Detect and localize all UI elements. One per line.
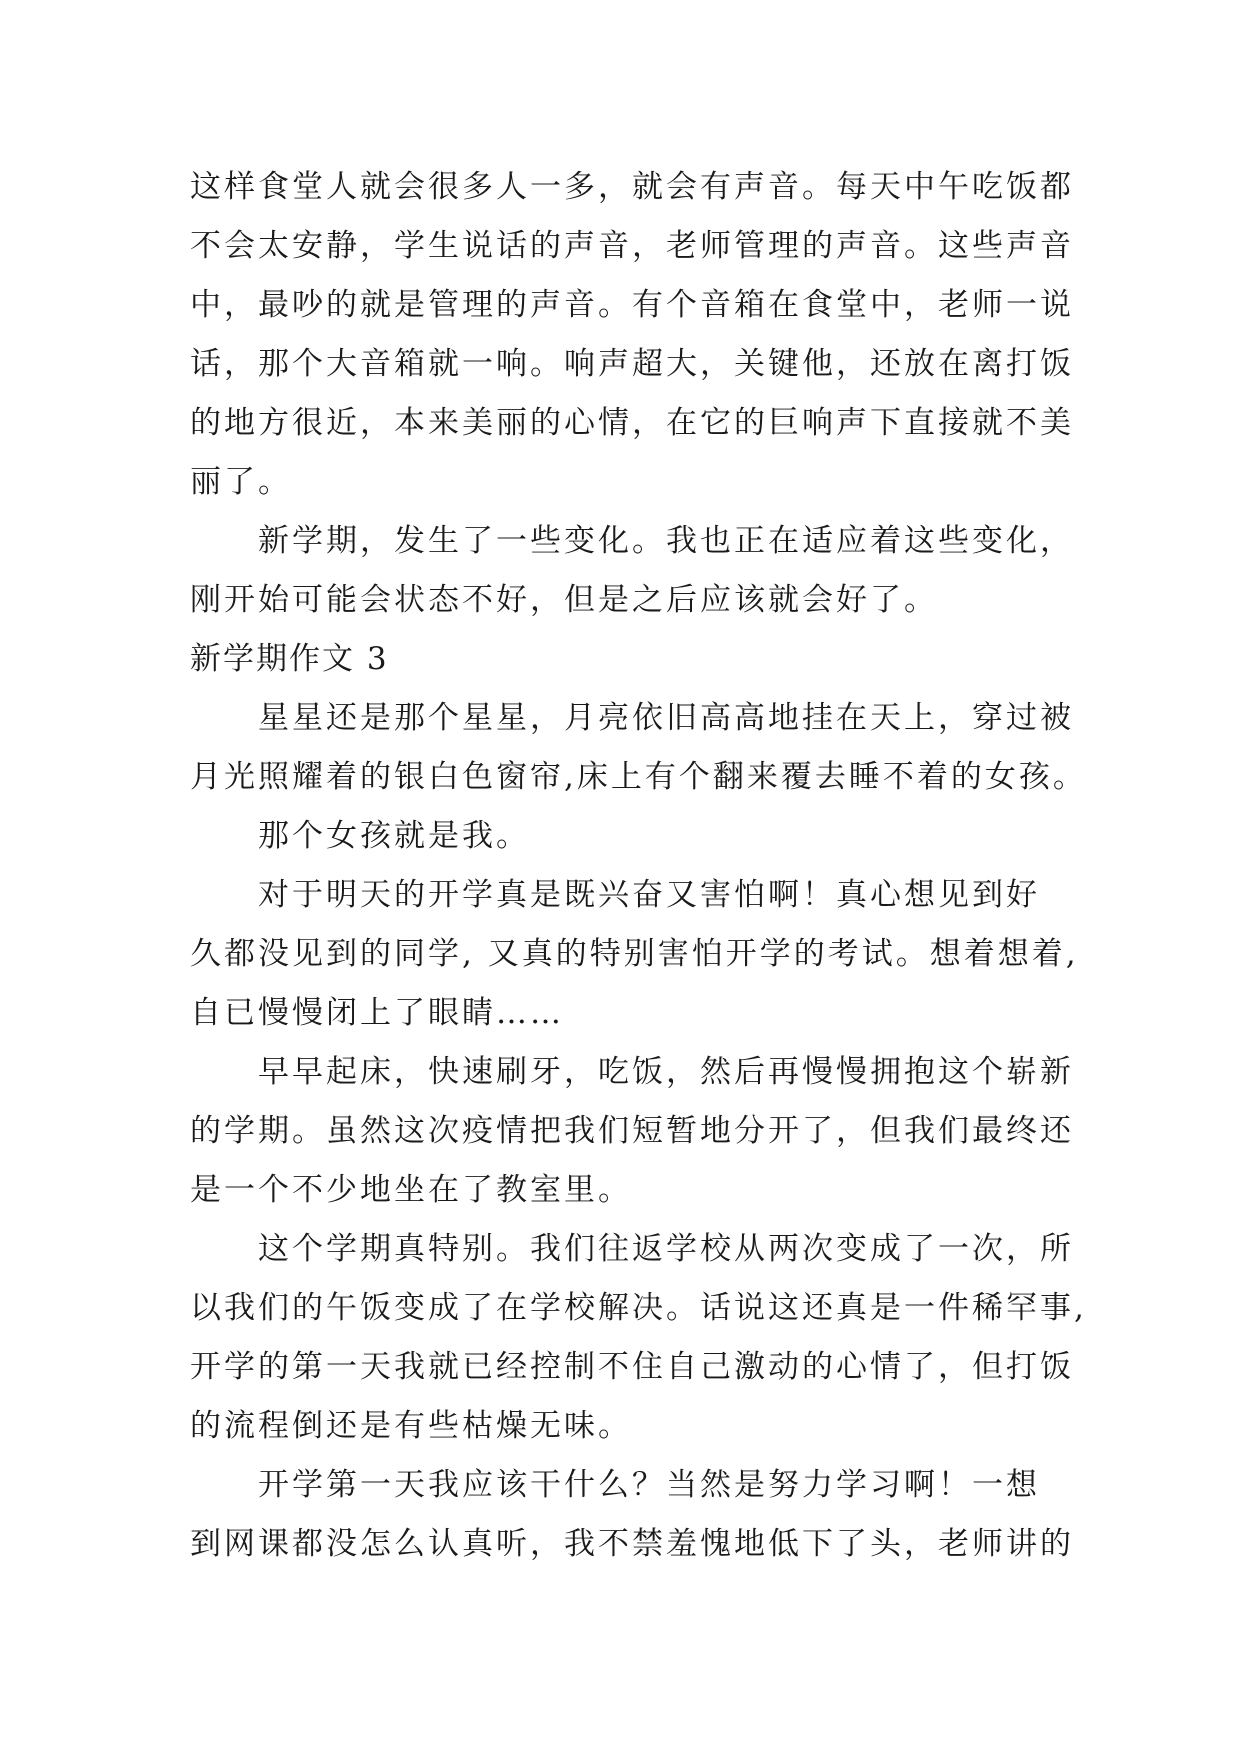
text-line: 星星还是那个星星，月亮依旧高高地挂在天上，穿过被 bbox=[258, 700, 1074, 736]
text-line: 月光照耀着的银白色窗帘,床上有个翻来覆去睡不着的女孩。 bbox=[190, 759, 1087, 795]
essay-text bbox=[190, 158, 1087, 1574]
text-line: 那个女孩就是我。 bbox=[258, 818, 530, 854]
text-line: 刚开始可能会状态不好，但是之后应该就会好了。 bbox=[190, 582, 938, 618]
text-line: 的流程倒还是有些枯燥无味。 bbox=[190, 1408, 632, 1444]
text-line: 自已慢慢闭上了眼睛…… bbox=[190, 995, 564, 1031]
text-line: 不会太安静，学生说话的声音，老师管理的声音。这些声音 bbox=[190, 228, 1074, 264]
text-line: 丽了。 bbox=[190, 464, 292, 500]
text-line: 对于明天的开学真是既兴奋又害怕啊！真心想见到好 bbox=[258, 877, 1040, 913]
text-line: 新学期，发生了一些变化。我也正在适应着这些变化， bbox=[258, 523, 1074, 559]
text-line: 早早起床，快速刷牙，吃饭，然后再慢慢拥抱这个崭新 bbox=[258, 1054, 1074, 1090]
text-line: 是一个不少地坐在了教室里。 bbox=[190, 1172, 632, 1208]
text-line: 话，那个大音箱就一响。响声超大，关键他，还放在离打饭 bbox=[190, 346, 1074, 382]
text-line: 开学的第一天我就已经控制不住自己激动的心情了，但打饭 bbox=[190, 1349, 1074, 1385]
text-line: 以我们的午饭变成了在学校解决。话说这还真是一件稀罕事, bbox=[190, 1290, 1087, 1326]
text-line: 开学第一天我应该干什么？当然是努力学习啊！一想 bbox=[258, 1467, 1040, 1503]
text-line: 久都没见到的同学, 又真的特别害怕开学的考试。想着想着, bbox=[190, 936, 1079, 972]
text-line: 中，最吵的就是管理的声音。有个音箱在食堂中，老师一说 bbox=[190, 287, 1074, 323]
text-line: 这个学期真特别。我们往返学校从两次变成了一次，所 bbox=[258, 1231, 1074, 1267]
text-line: 到网课都没怎么认真听，我不禁羞愧地低下了头，老师讲的 bbox=[190, 1526, 1074, 1562]
section-heading: 新学期作文 3 bbox=[190, 641, 389, 677]
text-line: 的学期。虽然这次疫情把我们短暂地分开了，但我们最终还 bbox=[190, 1113, 1074, 1149]
text-line: 的地方很近，本来美丽的心情，在它的巨响声下直接就不美 bbox=[190, 405, 1074, 441]
text-line: 这样食堂人就会很多人一多，就会有声音。每天中午吃饭都 bbox=[190, 169, 1074, 205]
